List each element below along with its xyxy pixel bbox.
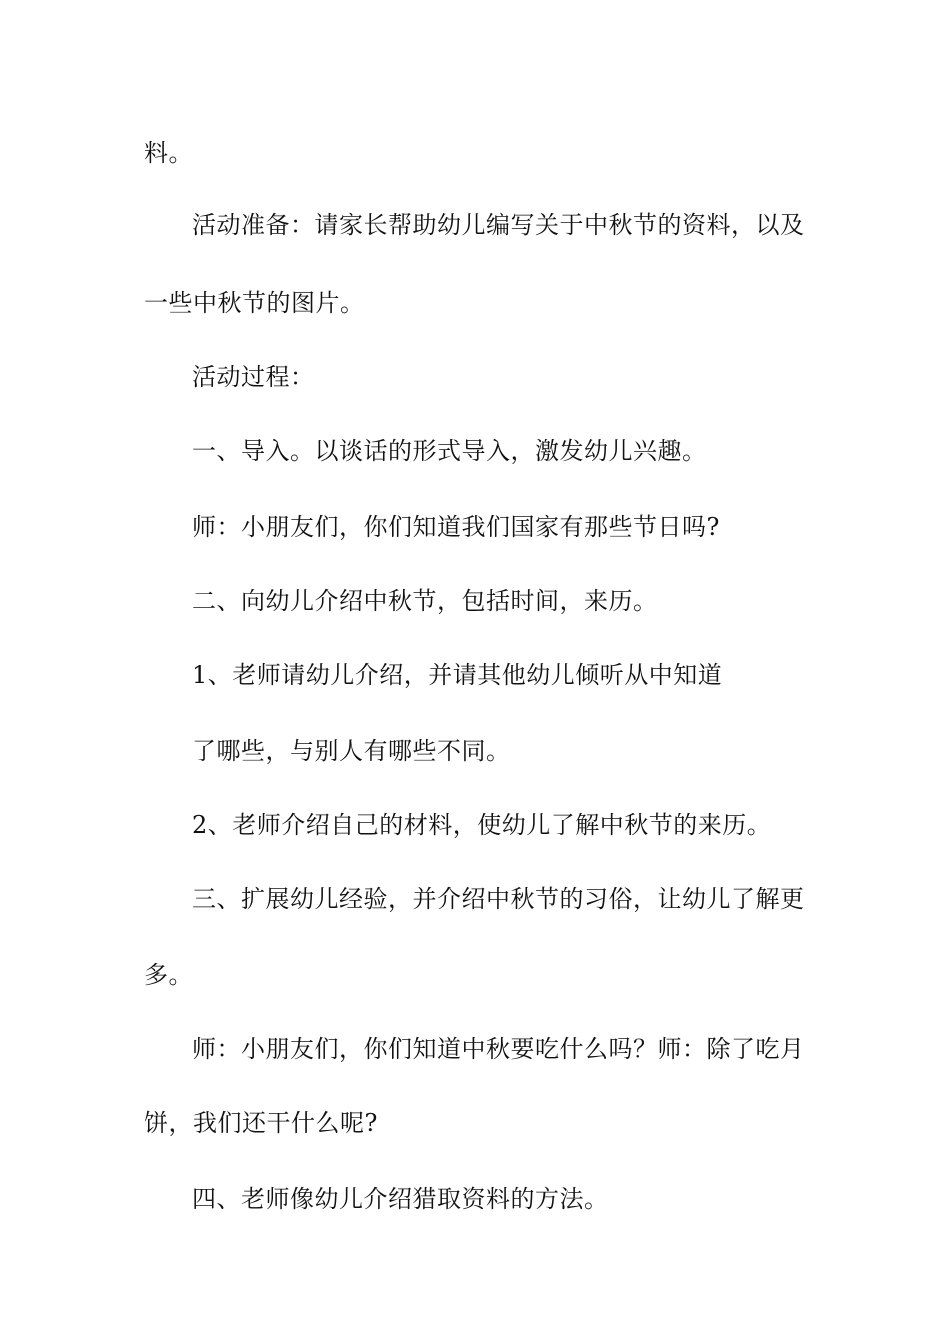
text-line: 活动过程： <box>192 363 315 391</box>
text-line: 师：小朋友们，你们知道我们国家有那些节日吗? <box>192 513 720 541</box>
text-line: 四、老师像幼儿介绍猎取资料的方法。 <box>192 1185 609 1213</box>
text-line: 一些中秋节的图片。 <box>144 289 365 317</box>
text-line: 1、老师请幼儿介绍，并请其他幼儿倾听从中知道 <box>192 661 723 689</box>
text-line: 饼，我们还干什么呢? <box>144 1109 378 1137</box>
text-line: 师：小朋友们，你们知道中秋要吃什么吗？师：除了吃月 <box>192 1035 805 1063</box>
text-line: 料。 <box>144 139 193 167</box>
text-line: 多。 <box>144 961 193 989</box>
text-line: 三、扩展幼儿经验，并介绍中秋节的习俗，让幼儿了解更 <box>192 885 805 913</box>
text-line: 活动准备：请家长帮助幼儿编写关于中秋节的资料，以及 <box>192 211 805 239</box>
text-line: 一、导入。以谈话的形式导入，激发幼儿兴趣。 <box>192 437 707 465</box>
text-line: 二、向幼儿介绍中秋节，包括时间，来历。 <box>192 587 658 615</box>
text-line: 了哪些，与别人有哪些不同。 <box>192 737 511 765</box>
text-line: 2、老师介绍自己的材料，使幼儿了解中秋节的来历。 <box>192 811 772 839</box>
